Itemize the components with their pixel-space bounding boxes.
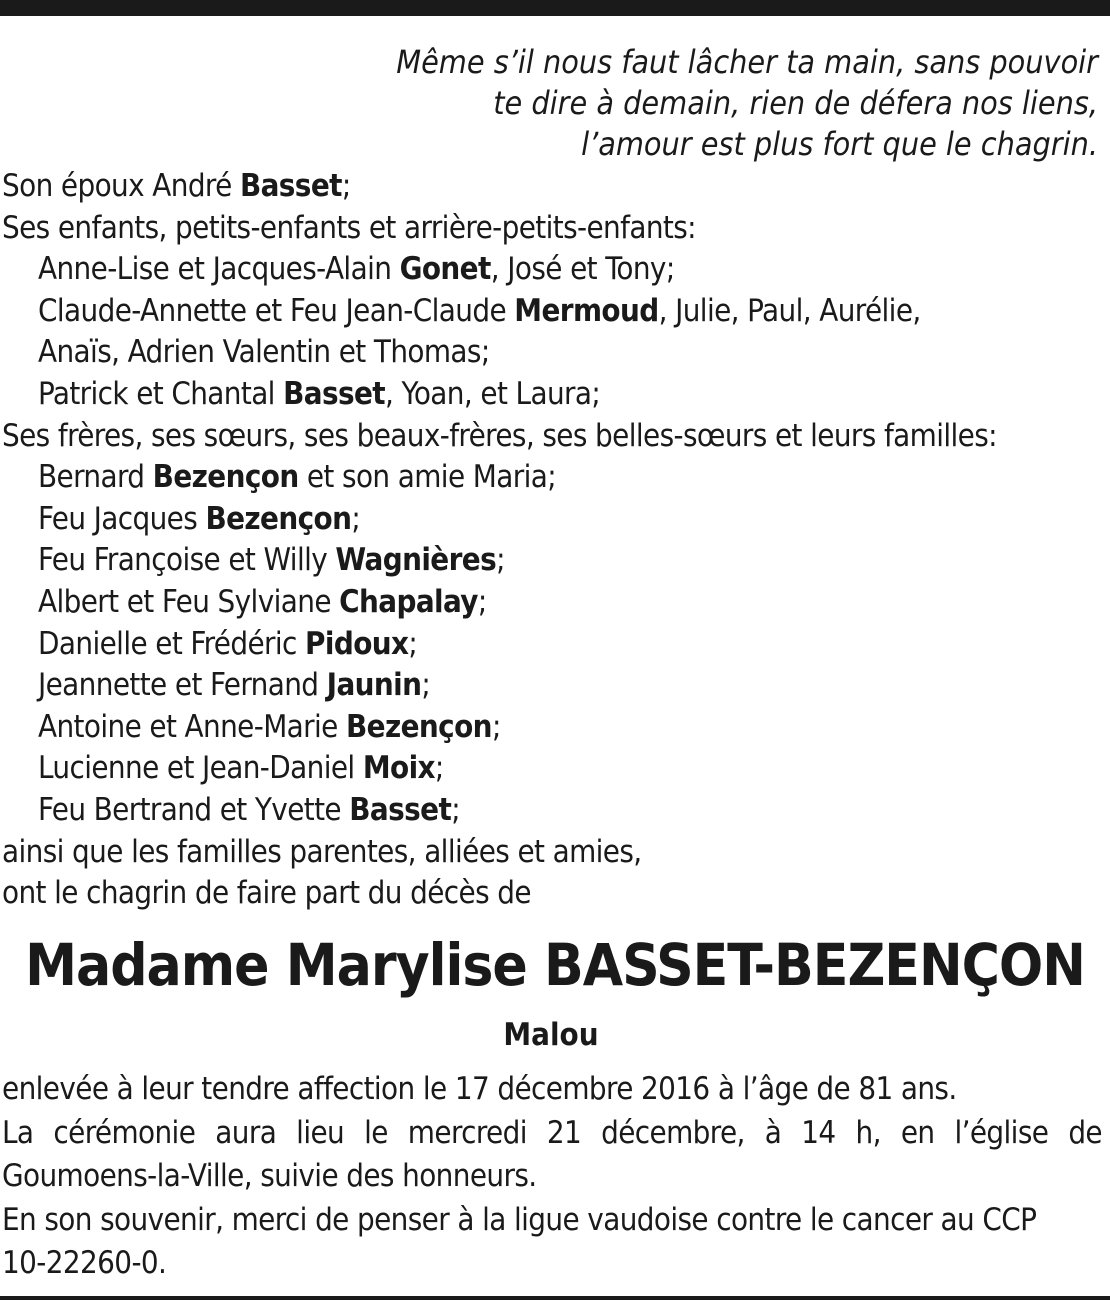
deceased-nickname: Malou xyxy=(503,1017,599,1053)
sibling-surname: Chapalay xyxy=(339,583,478,620)
sibling-prefix: Danielle et Frédéric xyxy=(38,625,306,662)
poem-line: l’amour est plus fort que le chagrin. xyxy=(581,125,1098,163)
death-date-line: enlevée à leur tendre affection le 17 décembre 2016 à l’âge de 81 ans. xyxy=(2,1071,957,1107)
sibling-surname: Basset xyxy=(349,791,452,828)
sibling-suffix: ; xyxy=(496,542,505,579)
sibling-line xyxy=(2,457,1102,499)
sibling-prefix: Jeannette et Fernand xyxy=(38,667,327,704)
family-list xyxy=(2,166,1102,915)
sibling-line xyxy=(2,540,1102,582)
donation-line: En son souvenir, merci de penser à la ligue vaudoise contre le cancer au CCP xyxy=(2,1201,1037,1238)
ceremony-line: La cérémonie aura lieu le mercredi 21 décembre, à 14 h, en l’église de xyxy=(2,1114,1102,1151)
child-prefix: Claude-Annette et Feu Jean-Claude xyxy=(38,292,515,329)
sibling-prefix: Lucienne et Jean-Daniel xyxy=(38,750,363,787)
epigraph-poem xyxy=(98,42,1098,165)
sibling-suffix: ; xyxy=(491,708,501,745)
sibling-line xyxy=(2,665,1102,707)
child-line xyxy=(2,332,1102,374)
child-prefix: Anne-Lise et Jacques-Alain xyxy=(38,251,400,288)
spouse-line xyxy=(2,166,1102,208)
child-suffix: , José et Tony; xyxy=(490,251,675,288)
sibling-surname: Bezençon xyxy=(205,500,352,537)
poem-line: te dire à demain, rien de défera nos liens, xyxy=(493,84,1098,122)
extended-family-line: ainsi que les familles parentes, alliées et amies, xyxy=(2,833,642,870)
siblings-heading: Ses frères, ses sœurs, ses beaux-frères, ses belles-sœurs et leurs familles: xyxy=(2,417,997,454)
bottom-rule xyxy=(0,1296,1110,1300)
sibling-suffix: ; xyxy=(434,750,444,787)
sibling-suffix: ; xyxy=(351,500,361,537)
announcement-line: ont le chagrin de faire part du décès de xyxy=(2,875,531,912)
sibling-suffix: ; xyxy=(408,625,418,662)
child-line xyxy=(2,291,1102,333)
children-heading: Ses enfants, petits-enfants et arrière-petits-enfants: xyxy=(2,209,696,246)
top-rule xyxy=(0,0,1110,16)
sibling-surname: Bezençon xyxy=(152,459,299,496)
donation-account-line: 10-22260-0. xyxy=(2,1245,167,1281)
sibling-prefix: Feu Jacques xyxy=(38,500,206,537)
child-surname: Gonet xyxy=(399,251,491,288)
deceased-name: Madame Marylise BASSET-BEZENÇON xyxy=(25,931,1085,999)
child-line xyxy=(2,374,1102,416)
child-line xyxy=(2,249,1102,291)
spouse-surname: Basset xyxy=(239,168,342,204)
sibling-suffix: ; xyxy=(421,667,431,704)
spouse-suffix: ; xyxy=(341,168,351,204)
sibling-suffix: et son amie Maria; xyxy=(298,459,557,496)
child-prefix: Anaïs, Adrien Valentin et Thomas; xyxy=(38,334,490,371)
sibling-prefix: Feu Françoise et Willy xyxy=(38,542,336,579)
ceremony-place-line: Goumoens-la-Ville, suivie des honneurs. xyxy=(2,1158,537,1194)
sibling-line xyxy=(2,582,1102,624)
sibling-suffix: ; xyxy=(451,791,460,828)
sibling-line xyxy=(2,624,1102,666)
sibling-prefix: Feu Bertrand et Yvette xyxy=(38,791,350,828)
spouse-prefix: Son époux André xyxy=(2,168,240,204)
sibling-prefix: Antoine et Anne-Marie xyxy=(38,708,346,745)
sibling-surname: Jaunin xyxy=(326,667,422,704)
child-suffix: , Julie, Paul, Aurélie, xyxy=(658,292,921,329)
sibling-line xyxy=(2,748,1102,790)
child-suffix: , Yoan, et Laura; xyxy=(385,375,601,412)
sibling-line xyxy=(2,499,1102,541)
sibling-suffix: ; xyxy=(477,583,487,620)
sibling-prefix: Bernard xyxy=(38,459,153,496)
sibling-surname: Moix xyxy=(362,750,435,787)
child-surname: Basset xyxy=(283,375,386,412)
sibling-line xyxy=(2,790,1102,832)
child-surname: Mermoud xyxy=(514,292,659,329)
sibling-prefix: Albert et Feu Sylviane xyxy=(38,583,340,620)
poem-line: Même s’il nous faut lâcher ta main, sans pouvoir xyxy=(396,43,1098,81)
child-prefix: Patrick et Chantal xyxy=(38,375,284,412)
sibling-surname: Bezençon xyxy=(346,708,492,745)
closing-paragraph xyxy=(2,1068,1102,1286)
sibling-line xyxy=(2,707,1102,749)
sibling-surname: Wagnières xyxy=(335,542,497,579)
sibling-surname: Pidoux xyxy=(305,625,409,662)
